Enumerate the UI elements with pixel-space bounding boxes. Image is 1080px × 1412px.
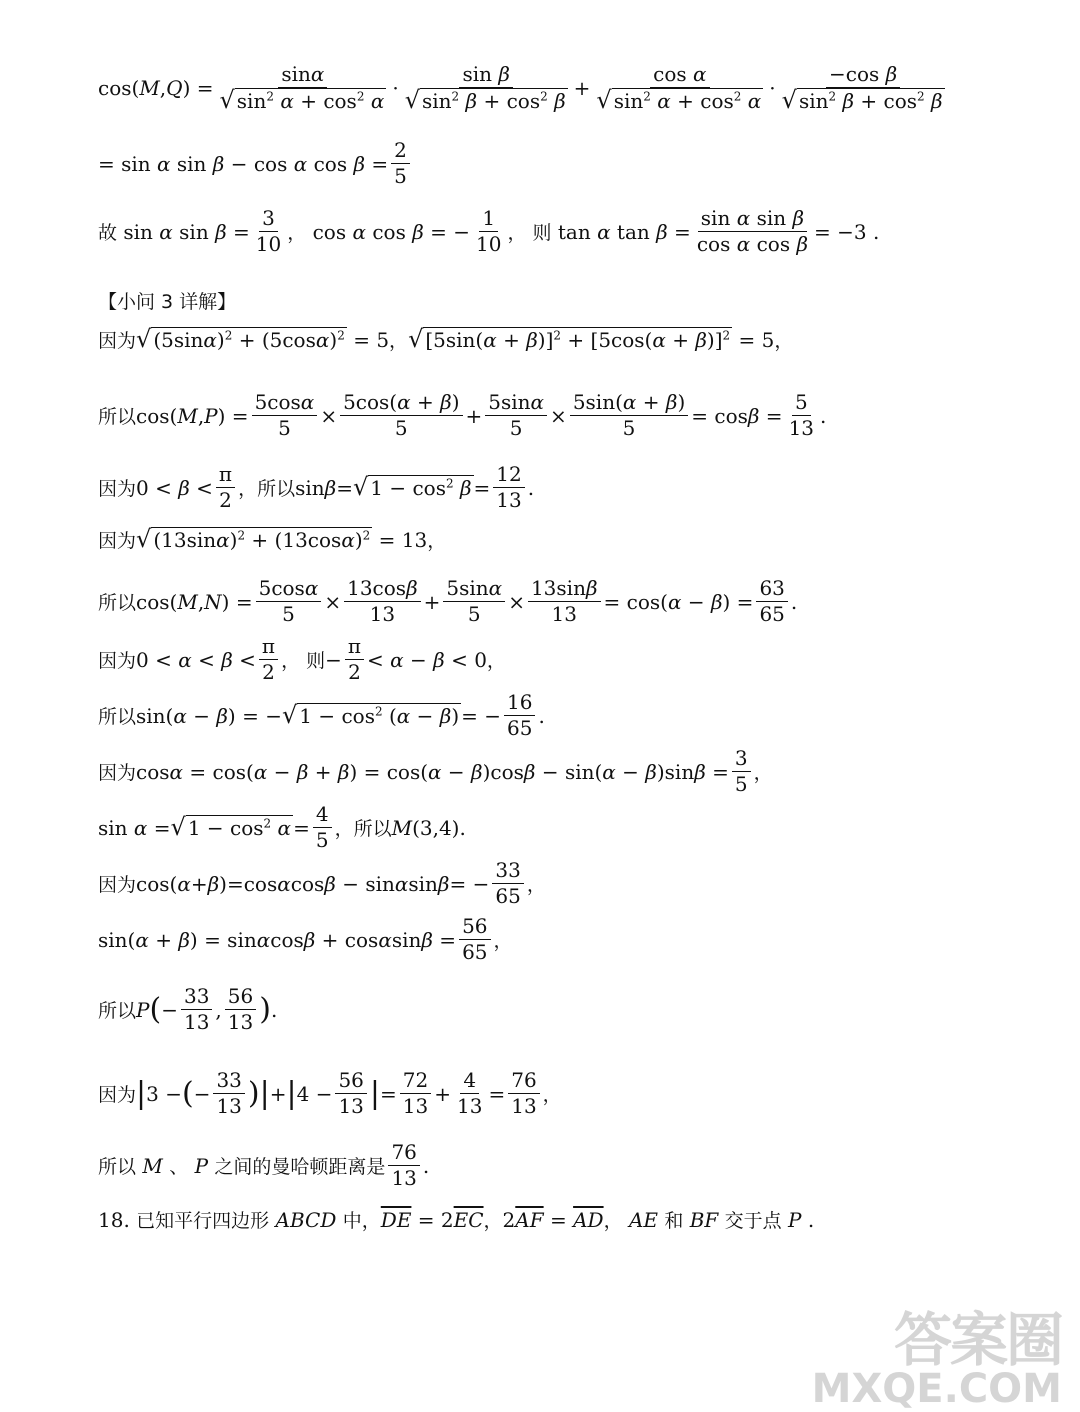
watermark	[811, 1306, 1062, 1412]
formula-line-4: 因为 √ $(5\sin\alpha)^2 + (5\cos\alpha)^2$ = 5 ， √ $[5\sin(\alpha + \beta)]^2 + [5\cos(\alpha + \beta)]^2$ = 5 ，	[98, 325, 794, 353]
subquestion-heading: 【小问 3 详解】	[98, 291, 237, 313]
formula-line-16: 因为 | 3 − ( − $\frac{33}{13}$ ) | + | 4 − $\frac{56}{13}$ | = $\frac{72}{13}$ + $\frac{4}{13}$ = $\frac{76}{13}$ ，	[98, 1068, 562, 1118]
watermark-logo: 答案圈	[893, 1306, 1062, 1374]
formula-line-7: 因为 √ $(13\sin\alpha)^2 + (13\cos\alpha)^2$ = 13 ，	[98, 525, 447, 553]
formula-line-5: 所以 cos(M,P) = $\frac{5\cos\alpha}{5}$ × $\frac{5\cos(\alpha + \beta)}{5}$ + $\frac{5\sin\alpha}{5}$ × $\frac{5\sin(\alpha + \beta)}{5}$ = cosβ = $\frac{5}{13}$ .	[98, 390, 827, 440]
formula-line-17: 所以 M 、 P 之间的曼哈顿距离是 76 13 .	[98, 1140, 430, 1190]
formula-line-9: 因为 0 < α < β < π 2 ， 则 − $\frac{\pi}{2}$ < α − β < 0 ，	[98, 634, 506, 684]
formula-line-8: 所以 cos(M,N) = $\frac{5\cos\alpha}{5}$ × $\frac{13\cos\beta}{13}$ + $\frac{5\sin\alpha}{5}$ × $\frac{13\sin\beta}{13}$ = cos(α − β) = $\frac{63}{65}$ .	[98, 576, 798, 626]
watermark-site: MXQE.COM	[811, 1366, 1062, 1412]
formula-line-10: 所以 sin(α − β) = − √ $1 - \cos^2 (\alpha - \beta)$ = − $\frac{16}{65}$ .	[98, 690, 545, 740]
formula-line-12: sin α = √ $1 - \cos^2 \alpha$ = $\frac{4}{5}$ ，所以 M(3,4).	[98, 802, 466, 852]
formula-line-6: 因为 0 < β < π 2 ，所以 sinβ= √ $1 - \cos^2 \beta$ = $\frac{12}{13}$ .	[98, 462, 535, 512]
formula-line-3: 故 sin α sin β = $\frac{3}{10}$ ， cos α cos β = − $\frac{1}{10}$ ， 则 tan α tan β = $\frac{\text{sin α sin β}}{\text{cos α cos β}}$ = −3 .	[98, 206, 880, 256]
formula-line-2: = sin α sin β − cos α cos β = $\frac{2}{5}$	[98, 138, 413, 189]
formula-line-11: 因为 cosα = cos(α − β + β) = cos(α − β)cosβ − sin(α − β)sinβ = $\frac{3}{5}$ ，	[98, 746, 773, 796]
question-18: 18. 已知平行四边形 ABCD 中， $\overline{DE} = 2\overline{EC}$ ， $2\overline{AF} = \overline{AD}$ ， AE 和 BF 交于点 P .	[98, 1207, 815, 1232]
formula-line-15: 所以 P ( − $\frac{33}{13}$ , 56 13 ) .	[98, 984, 278, 1034]
formula-line-14: sin(α + β) = sinαcosβ + cosαsinβ = $\frac{56}{65}$ ，	[98, 914, 513, 964]
formula-line-13: 因为 cos(α+β)=cosαcosβ − sinαsinβ= − $\frac{33}{65}$ ，	[98, 858, 546, 908]
formula-line-1: cos(M,Q) = sinα √ $\sin^2 \alpha + \cos^2 \alpha$ · sin β √ $\sin^2 \beta + \cos^2 \beta$ + cos α √ $\sin^2 \alpha + \cos^2 \alpha$ · −cos β √ $\sin^2 \beta + \cos^2 \beta$	[98, 62, 943, 114]
